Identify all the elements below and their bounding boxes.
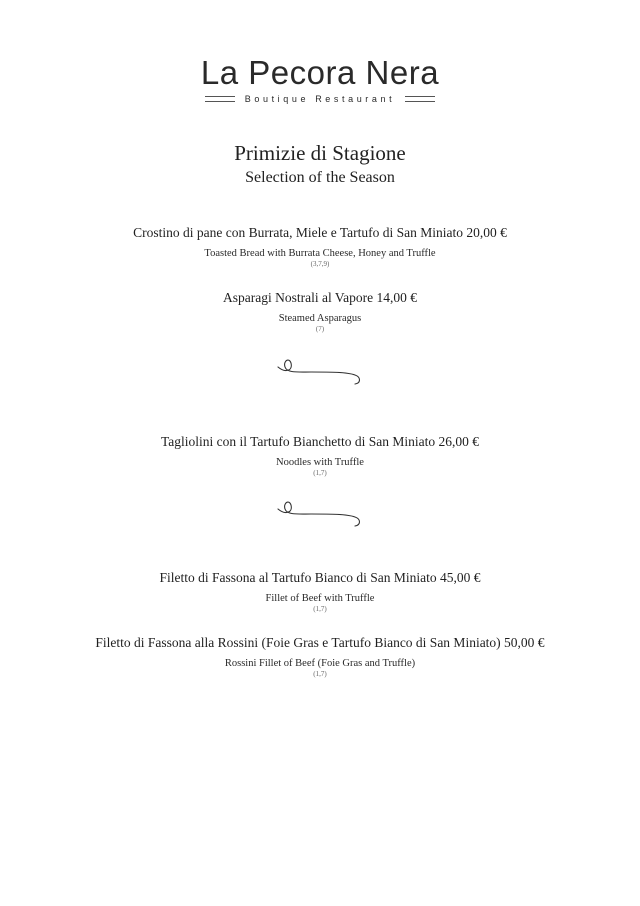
double-rule-left bbox=[205, 96, 235, 102]
dish-name-italian: Filetto di Fassona alla Rossini (Foie Gras e Tartufo Bianco di San Miniato) 50,00 € bbox=[95, 635, 545, 650]
dish-name-italian: Tagliolini con il Tartufo Bianchetto di San Miniato 26,00 € bbox=[160, 434, 480, 449]
dish-name-english: Fillet of Beef with Truffle bbox=[265, 593, 375, 604]
menu-item bbox=[0, 433, 640, 478]
flourish-divider-icon bbox=[275, 497, 365, 527]
tagline: Boutique Restaurant bbox=[244, 94, 396, 104]
dish-name-english: Toasted Bread with Burrata Cheese, Honey and Truffle bbox=[204, 248, 436, 259]
dish-allergens: (1,7) bbox=[313, 670, 327, 678]
restaurant-name: La Pecora Nera bbox=[200, 54, 440, 91]
tagline-row bbox=[0, 92, 640, 106]
dish-allergens: (3,7,9) bbox=[310, 260, 330, 268]
menu-item bbox=[0, 569, 640, 614]
double-rule-right bbox=[405, 96, 435, 102]
section-title: Primizie di Stagione bbox=[234, 141, 406, 165]
dish-name-english: Steamed Asparagus bbox=[278, 313, 362, 324]
flourish-divider-icon bbox=[275, 355, 365, 385]
dish-name-italian: Filetto di Fassona al Tartufo Bianco di San Miniato 45,00 € bbox=[159, 570, 481, 585]
dish-name-english: Noodles with Truffle bbox=[276, 457, 364, 468]
menu-item bbox=[0, 289, 640, 334]
section-subtitle: Selection of the Season bbox=[245, 169, 395, 186]
dish-name-italian: Crostino di pane con Burrata, Miele e Tartufo di San Miniato 20,00 € bbox=[133, 225, 507, 240]
dish-name-english: Rossini Fillet of Beef (Foie Gras and Truffle) bbox=[224, 658, 416, 669]
dish-allergens: (1,7) bbox=[313, 605, 327, 613]
menu-item bbox=[0, 634, 640, 679]
dish-allergens: (7) bbox=[315, 325, 325, 333]
menu-item bbox=[0, 224, 640, 269]
dish-allergens: (1,7) bbox=[313, 469, 327, 477]
dish-name-italian: Asparagi Nostrali al Vapore 14,00 € bbox=[223, 290, 417, 305]
